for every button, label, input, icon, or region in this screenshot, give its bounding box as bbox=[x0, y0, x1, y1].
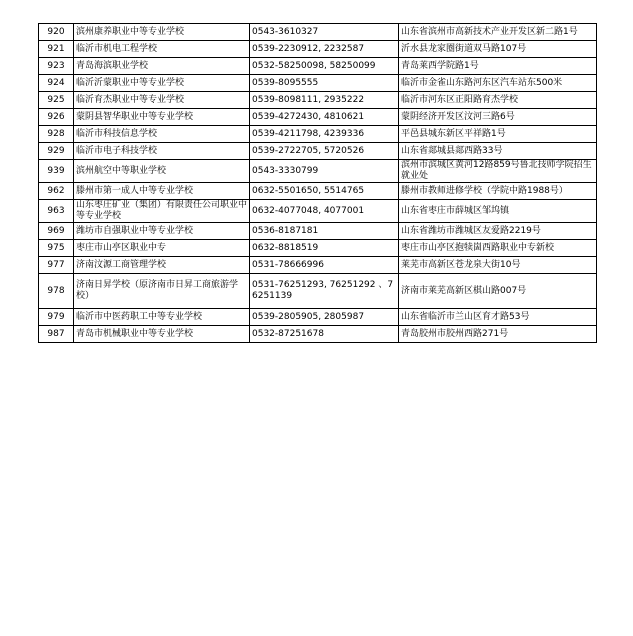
school-address-cell: 枣庄市山亭区抱犊崮西路职业中专新校 bbox=[399, 240, 597, 257]
phone-number-cell: 0632-4077048, 4077001 bbox=[250, 200, 399, 223]
table-row bbox=[39, 143, 597, 160]
row-number-cell: 969 bbox=[39, 223, 74, 240]
row-number-cell: 977 bbox=[39, 257, 74, 274]
table-row bbox=[39, 274, 597, 309]
row-number-cell: 928 bbox=[39, 126, 74, 143]
school-address-cell: 蒙阴经济开发区汶河三路6号 bbox=[399, 109, 597, 126]
table-row bbox=[39, 309, 597, 326]
phone-number-cell: 0632-8818519 bbox=[250, 240, 399, 257]
row-number-cell: 975 bbox=[39, 240, 74, 257]
school-name-cell: 青岛市机械职业中等专业学校 bbox=[74, 326, 250, 343]
phone-number-cell: 0531-76251293, 76251292 、76251139 bbox=[250, 274, 399, 309]
school-table bbox=[38, 23, 597, 343]
row-number-cell: 987 bbox=[39, 326, 74, 343]
table-row bbox=[39, 160, 597, 183]
row-number-cell: 924 bbox=[39, 75, 74, 92]
table-row bbox=[39, 126, 597, 143]
phone-number-cell: 0539-8095555 bbox=[250, 75, 399, 92]
table-row bbox=[39, 109, 597, 126]
phone-number-cell: 0543-3610327 bbox=[250, 24, 399, 41]
row-number-cell: 963 bbox=[39, 200, 74, 223]
row-number-cell: 939 bbox=[39, 160, 74, 183]
phone-number-cell: 0539-2230912, 2232587 bbox=[250, 41, 399, 58]
school-address-cell: 山东省潍坊市潍城区友爱路2219号 bbox=[399, 223, 597, 240]
school-address-cell: 青岛胶州市胶州西路271号 bbox=[399, 326, 597, 343]
phone-number-cell: 0531-78666996 bbox=[250, 257, 399, 274]
table-row bbox=[39, 200, 597, 223]
school-address-cell: 山东省枣庄市薛城区邹坞镇 bbox=[399, 200, 597, 223]
phone-number-cell: 0532-87251678 bbox=[250, 326, 399, 343]
row-number-cell: 929 bbox=[39, 143, 74, 160]
school-name-cell: 临沂沂蒙职业中等专业学校 bbox=[74, 75, 250, 92]
phone-number-cell: 0539-4211798, 4239336 bbox=[250, 126, 399, 143]
phone-number-cell: 0536-8187181 bbox=[250, 223, 399, 240]
school-name-cell: 临沂市电子科技学校 bbox=[74, 143, 250, 160]
school-address-cell: 临沂市金雀山东路河东区汽车站东500米 bbox=[399, 75, 597, 92]
school-address-cell: 滕州市教师进修学校（学院中路1988号） bbox=[399, 183, 597, 200]
school-name-cell: 临沂市中医药职工中等专业学校 bbox=[74, 309, 250, 326]
phone-number-cell: 0632-5501650, 5514765 bbox=[250, 183, 399, 200]
school-address-cell: 山东省滨州市高新技术产业开发区新二路1号 bbox=[399, 24, 597, 41]
phone-number-cell: 0539-8098111, 2935222 bbox=[250, 92, 399, 109]
table-row bbox=[39, 326, 597, 343]
phone-number-cell: 0539-4272430, 4810621 bbox=[250, 109, 399, 126]
school-name-cell: 滨州康养职业中等专业学校 bbox=[74, 24, 250, 41]
row-number-cell: 978 bbox=[39, 274, 74, 309]
school-address-cell: 莱芜市高新区苍龙泉大街10号 bbox=[399, 257, 597, 274]
school-name-cell: 潍坊市自强职业中等专业学校 bbox=[74, 223, 250, 240]
school-address-cell: 济南市莱芜高新区棋山路007号 bbox=[399, 274, 597, 309]
school-address-cell: 青岛莱西学院路1号 bbox=[399, 58, 597, 75]
phone-number-cell: 0543-3330799 bbox=[250, 160, 399, 183]
row-number-cell: 920 bbox=[39, 24, 74, 41]
school-name-cell: 枣庄市山亭区职业中专 bbox=[74, 240, 250, 257]
school-name-cell: 临沂育杰职业中等专业学校 bbox=[74, 92, 250, 109]
school-name-cell: 临沂市科技信息学校 bbox=[74, 126, 250, 143]
table-row bbox=[39, 75, 597, 92]
row-number-cell: 925 bbox=[39, 92, 74, 109]
table-row bbox=[39, 58, 597, 75]
school-name-cell: 临沂市机电工程学校 bbox=[74, 41, 250, 58]
school-table-body bbox=[39, 24, 597, 343]
table-row bbox=[39, 183, 597, 200]
school-name-cell: 滕州市第一成人中等专业学校 bbox=[74, 183, 250, 200]
school-address-cell: 临沂市河东区正阳路育杰学校 bbox=[399, 92, 597, 109]
table-row bbox=[39, 41, 597, 58]
table-row bbox=[39, 24, 597, 41]
school-name-cell: 蒙阴县智华职业中等专业学校 bbox=[74, 109, 250, 126]
table-row bbox=[39, 257, 597, 274]
table-row bbox=[39, 92, 597, 109]
school-name-cell: 青岛海滨职业学校 bbox=[74, 58, 250, 75]
school-address-cell: 滨州市滨城区黄河12路859号鲁北技师学院招生就业处 bbox=[399, 160, 597, 183]
school-address-cell: 沂水县龙家圈街道双马路107号 bbox=[399, 41, 597, 58]
phone-number-cell: 0532-58250098, 58250099 bbox=[250, 58, 399, 75]
row-number-cell: 962 bbox=[39, 183, 74, 200]
row-number-cell: 921 bbox=[39, 41, 74, 58]
school-address-cell: 平邑县城东新区平祥路1号 bbox=[399, 126, 597, 143]
row-number-cell: 926 bbox=[39, 109, 74, 126]
school-name-cell: 济南日昇学校（原济南市日昇工商旅游学校） bbox=[74, 274, 250, 309]
school-name-cell: 滨州航空中等职业学校 bbox=[74, 160, 250, 183]
school-address-cell: 山东省临沂市兰山区育才路53号 bbox=[399, 309, 597, 326]
school-name-cell: 济南汶源工商管理学校 bbox=[74, 257, 250, 274]
school-address-cell: 山东省郯城县郯西路33号 bbox=[399, 143, 597, 160]
row-number-cell: 923 bbox=[39, 58, 74, 75]
row-number-cell: 979 bbox=[39, 309, 74, 326]
school-name-cell: 山东枣庄矿业（集团）有限责任公司职业中等专业学校 bbox=[74, 200, 250, 223]
phone-number-cell: 0539-2722705, 5720526 bbox=[250, 143, 399, 160]
table-row bbox=[39, 240, 597, 257]
table-row bbox=[39, 223, 597, 240]
phone-number-cell: 0539-2805905, 2805987 bbox=[250, 309, 399, 326]
